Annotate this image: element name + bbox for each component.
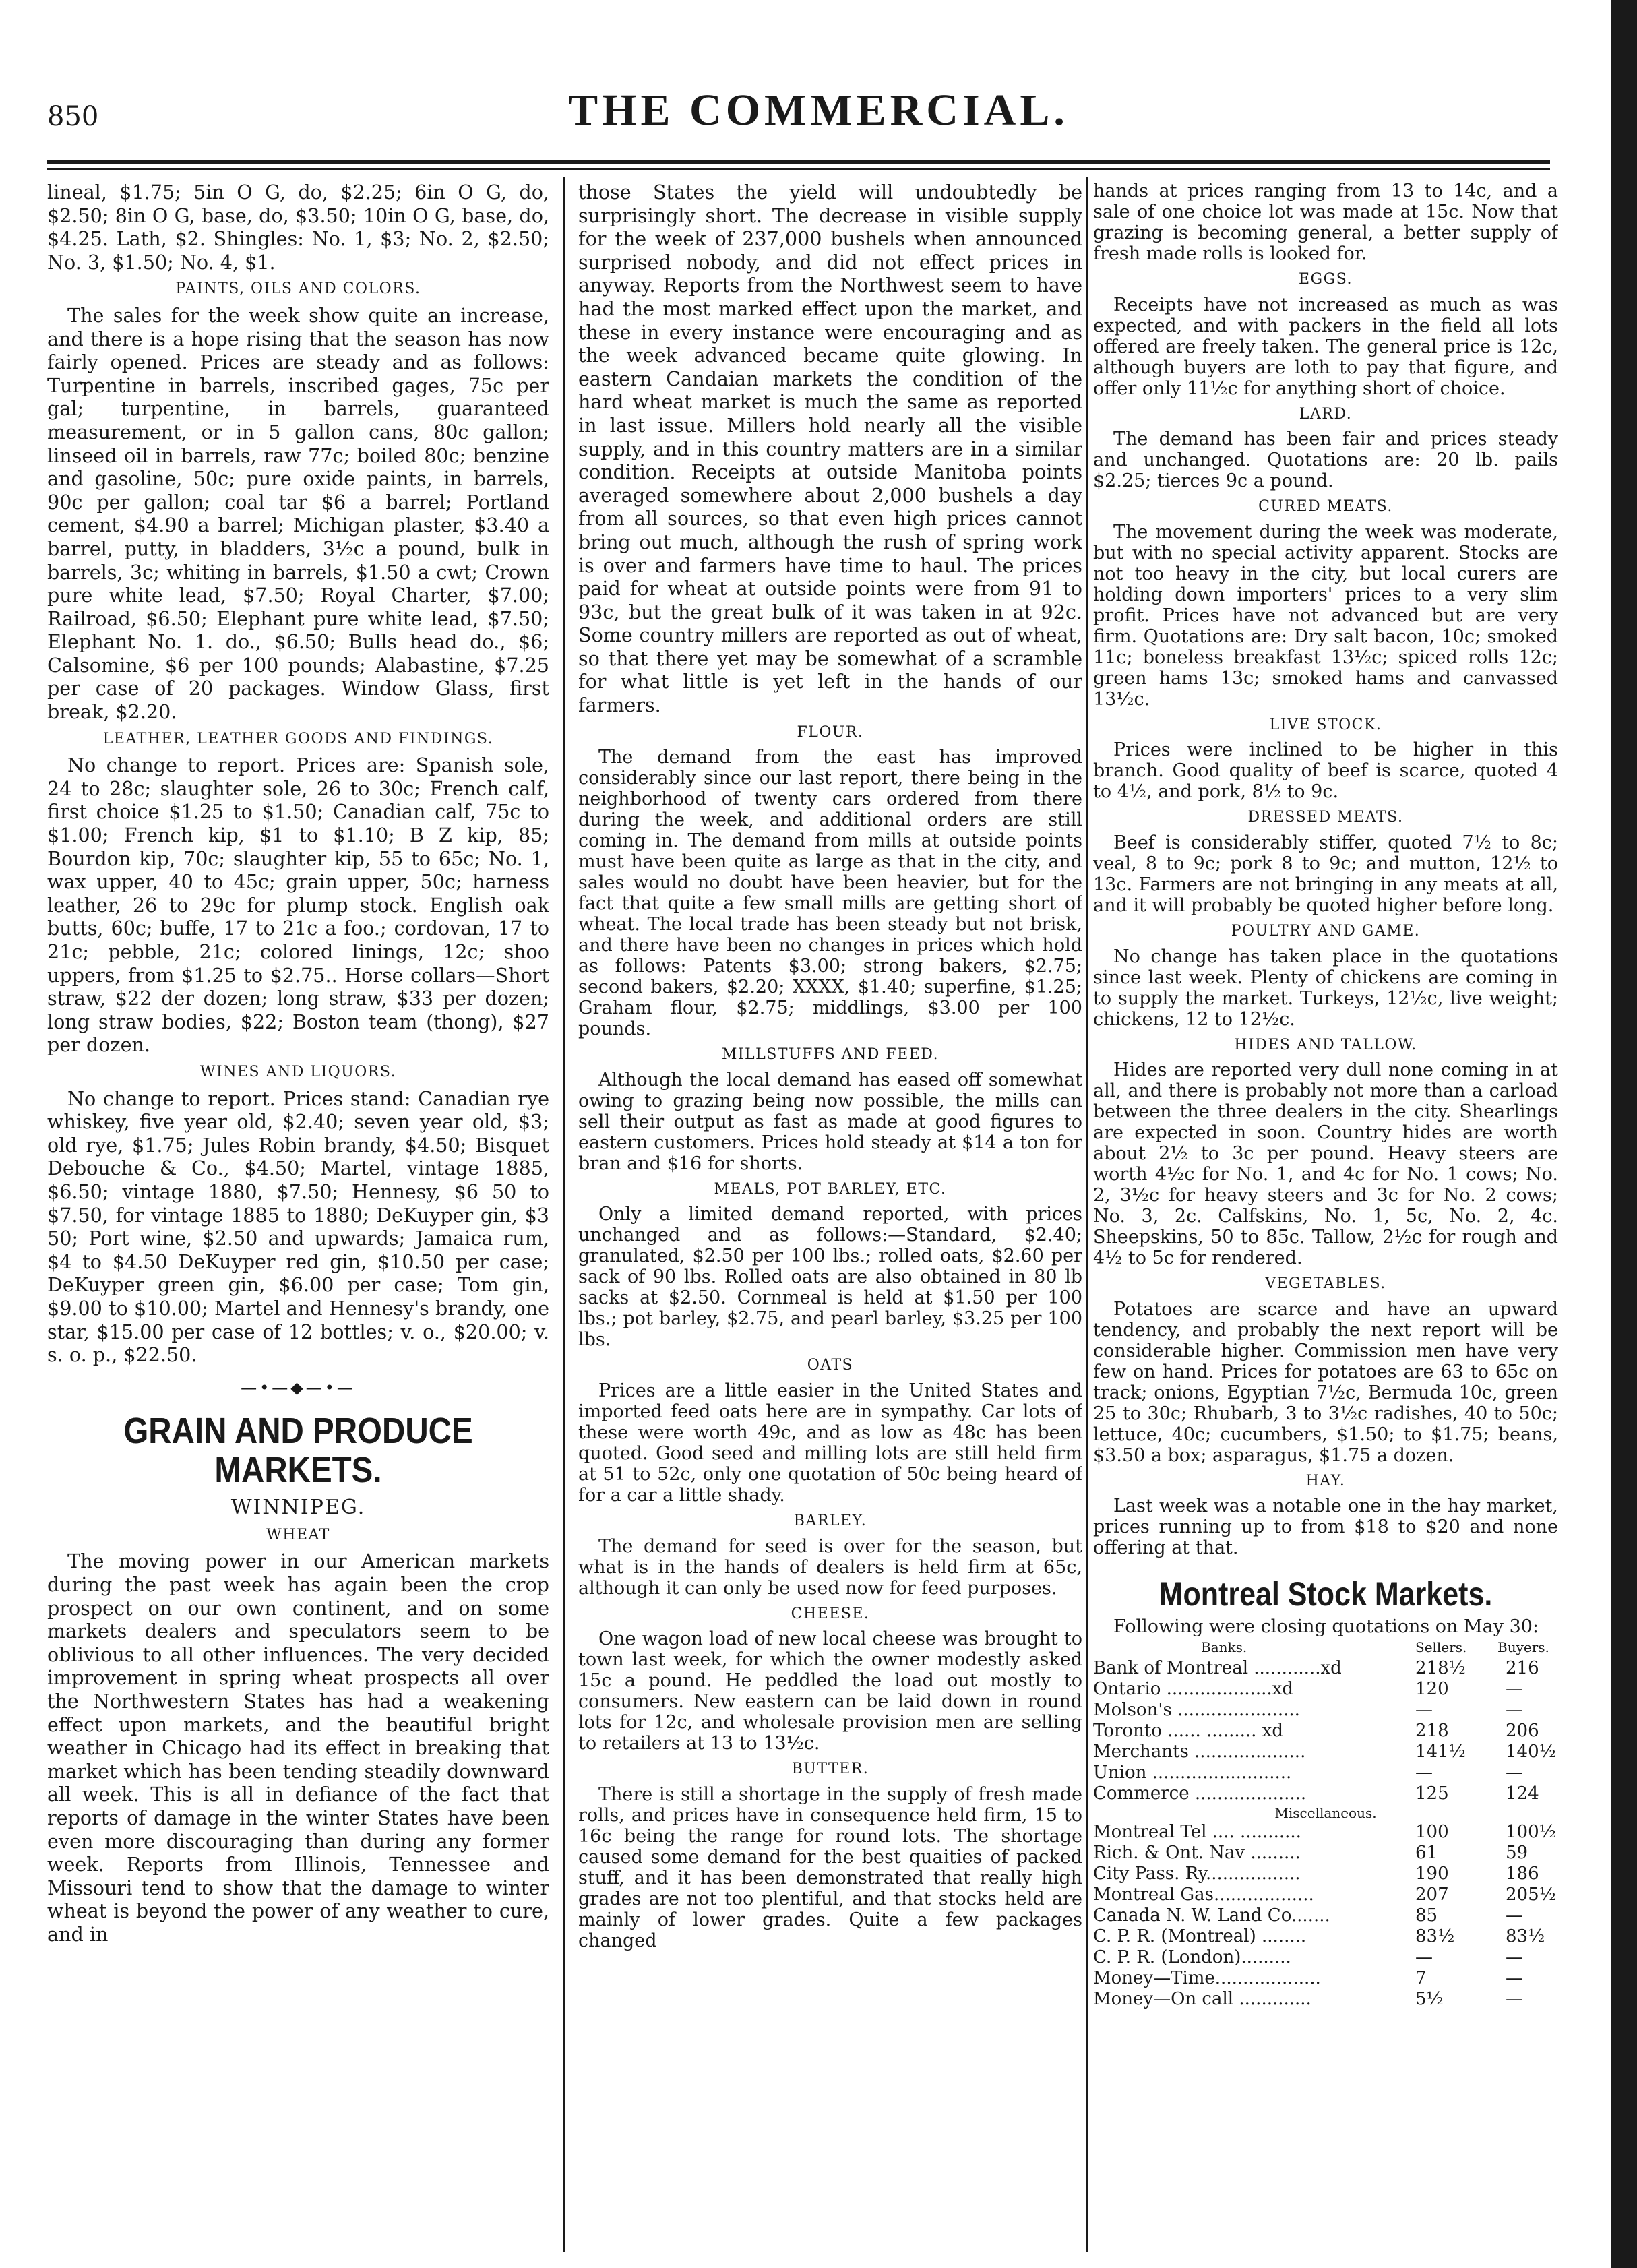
heading-live-stock: LIVE STOCK. (1269, 716, 1382, 733)
heading-paints-oils-colors: PAINTS, OILS AND COLORS. (175, 280, 421, 298)
buyers-quote: 206 (1506, 1721, 1539, 1742)
stock-name: C. P. R. (London)......... (1093, 1947, 1291, 1968)
stock-table-banks (1093, 1658, 1558, 1804)
masthead-title: THE COMMERCIAL. (568, 86, 1069, 135)
stock-markets-title: Montreal Stock Markets. (1159, 1575, 1493, 1614)
column-divider-1 (563, 177, 565, 2252)
heading-eggs: EGGS. (1299, 271, 1353, 288)
butter-continued-paragraph: hands at prices ranging from 13 to 14c, and a sale of one choice lot was made at 15c. Now that grazing is becoming general, a better supply of fresh made rolls is looked for. (1093, 181, 1558, 264)
buyers-quote: 100½ (1506, 1822, 1556, 1843)
hides-paragraph: Hides are reported very dull none coming in at all, and there is probably not more than a carload between the three dealers in the city. Shearlings are expected in soon. Country hides are worth about 2½ to 3c per pound. Heavy steers are worth 4½c for No. 1, and 4c for No. 1 cows; No. 2, 3½c for heavy steers and 3c for No. 2 cows; No. 3, 2c. Calfskins, No. 1, 5c, No. 2, 4c. Sheepskins, 50 to 85c. Tallow, 2½c for rough and 4½ to 5c for rendered. (1093, 1060, 1558, 1269)
header-rule-thick (47, 160, 1550, 164)
column-2 (578, 181, 1082, 2257)
header-banks: Banks. (1201, 1639, 1247, 1656)
poultry-paragraph: No change has taken place in the quotations since last week. Plenty of chickens are coming in to supply the market. Turkeys, 12½c, live weight; chickens, 12 to 12½c. (1093, 946, 1558, 1030)
heading-leather-goods: LEATHER, LEATHER GOODS AND FINDINGS. (102, 730, 494, 747)
column-divider-2 (1086, 177, 1088, 2252)
heading-butter: BUTTER. (791, 1760, 869, 1778)
heading-millstuffs: MILLSTUFFS AND FEED. (721, 1046, 939, 1064)
wheat-paragraph: The moving power in our American markets during the past week has again been the crop prospect on our own continent, and on some markets dealers and speculators seem to be oblivious to all other influences. The very decided improvement in spring wheat prospects all over the Northwestern States has had a weakening effect upon markets, and the beautiful bright weather in Chicago had its effect in breaking that market which has been tending steadily downward all week. This is all in defiance of the fact that reports of damage in the winter States have been even more discouraging than during any former week. Reports from Illinois, Tennessee and Missouri tend to show that the damage to winter wheat is beyond the power of any weather to cure, and in (47, 1550, 549, 1946)
stock-name: Merchants .................... (1093, 1742, 1306, 1763)
table-row (1093, 1926, 1558, 1947)
heading-wheat: WHEAT (266, 1526, 330, 1543)
table-row (1093, 1783, 1558, 1804)
buyers-quote: 205½ (1506, 1884, 1556, 1905)
cured-meats-paragraph: The movement during the week was moderate, but with no special activity apparent. Stocks are not too heavy in the city, but local curers are holding down importers' prices to a very slim profit. Prices have not advanced but are very firm. Quotations are: Dry salt bacon, 10c; smoked 11c; boneless breakfast 13½c; spiced rolls 12c; green hams 13c; smoked hams and canvassed 13½c. (1093, 521, 1558, 710)
sellers-quote: — (1415, 1763, 1433, 1783)
header-buyers: Buyers. (1497, 1639, 1549, 1656)
buyers-quote: — (1506, 1763, 1523, 1783)
buyers-quote: 83½ (1506, 1926, 1545, 1947)
leather-paragraph: No change to report. Prices are: Spanish sole, 24 to 28c; slaughter sole, 26 to 30c; French calf, first choice $1.25 to $1.50; Canadian calf, 75c to $1.00; French kip, $1 to $1.10; B Z kip, 85; Bourdon kip, 70c; slaughter kip, 55 to 65c; No. 1, wax upper, 40 to 45c; grain upper, 50c; harness leather, 26 to 29c for plump stock. English oak butts, 60c; buffe, 17 to 21c a foo.; cordovan, 17 to 21c; pebble, 21c; colored linings, 12c; shoo uppers, from $1.25 to $2.75.. Horse collars—Short straw, $22 der dozen; long straw, $33 per dozen; long straw bodies, $22; Boston team (thong), $27 per dozen. (47, 754, 549, 1057)
buyers-quote: — (1506, 1968, 1523, 1989)
table-row (1093, 1700, 1558, 1721)
heading-meals-pot-barley: MEALS, POT BARLEY, ETC. (714, 1180, 947, 1198)
sellers-quote: 61 (1415, 1843, 1438, 1864)
stock-name: Molson's ...................... (1093, 1700, 1300, 1721)
heading-barley: BARLEY. (793, 1512, 867, 1530)
sellers-quote: — (1415, 1700, 1433, 1721)
buyers-quote: — (1506, 1679, 1523, 1700)
sellers-quote: 7 (1415, 1968, 1427, 1989)
ornament-divider: —•—◆—•— (241, 1378, 356, 1397)
stock-name: Montreal Tel .... ........... (1093, 1822, 1301, 1843)
table-row (1093, 1989, 1558, 2010)
buyers-quote: — (1506, 1905, 1523, 1926)
table-row (1093, 1763, 1558, 1783)
stock-name: Rich. & Ont. Nav ......... (1093, 1843, 1301, 1864)
live-stock-paragraph: Prices were inclined to be higher in this branch. Good quality of beef is scarce, quoted 4 to 4½, and pork, 8½ to 9c. (1093, 739, 1558, 803)
stock-name: Money—Time................... (1093, 1968, 1321, 1989)
table-row (1093, 1905, 1558, 1926)
buyers-quote: — (1506, 1989, 1523, 2010)
cheese-paragraph: One wagon load of new local cheese was brought to town last week, for which the owner modestly asked 15c a pound. He peddled the load out mostly to consumers. New eastern can be laid down in round lots for 12c, and wholesale provision men are selling to retailers at 13 to 13½c. (578, 1628, 1082, 1754)
stock-name: Ontario ...................xd (1093, 1679, 1294, 1700)
oats-paragraph: Prices are a little easier in the United States and imported feed oats here are in sympathy. Car lots of these were worth 49c, and as low as 48c has been quoted. Good seed and milling lots are still held firm at 51 to 52c, only one quotation of 50c being heard of for a car a little shady. (578, 1380, 1082, 1506)
heading-wines-liquors: WINES AND LIQUORS. (199, 1063, 397, 1080)
sellers-quote: 125 (1415, 1783, 1449, 1804)
page-edge-shadow (1611, 0, 1637, 2268)
lumber-prices-paragraph: lineal, $1.75; 5in O G, do, $2.25; 6in O G, do, $2.50; 8in O G, base, do, $3.50; 10in O G, base, do, $4.25. Lath, $2. Shingles: No. 1, $3; No. 2, $2.50; No. 3, $1.50; No. 4, $1. (47, 181, 549, 274)
heading-vegetables: VEGETABLES. (1265, 1275, 1386, 1293)
table-row (1093, 1742, 1558, 1763)
subtitle-winnipeg: WINNIPEG. (230, 1496, 366, 1520)
butter-paragraph: There is still a shortage in the supply of fresh made rolls, and prices have in consequence held firm, 15 to 16c being the range for round lots. The shortage caused some demand for the best quaities of packed stuff, and it has been demonstrated that really high grades are not too plentiful, and that stocks held are mainly of lower grades. Quite a few packages changed (578, 1783, 1082, 1951)
sellers-quote: 100 (1415, 1822, 1449, 1843)
hay-paragraph: Last week was a notable one in the hay market, prices running up to from $18 to $20 and none offering at that. (1093, 1496, 1558, 1559)
paints-paragraph: The sales for the week show quite an increase, and there is a hope rising that the season has now fairly opened. Prices are steady and as follows: Turpentine in barrels, inscribed gages, 75c per gal; turpentine, in barrels, guaranteed measurement, or in 5 gallon cans, 80c gallon; linseed oil in barrels, raw 77c; boiled 80c; benzine and gasoline, 50c; pure oxide paints, in barrels, 90c per gallon; coal tar $6 a barrel; Portland cement, $4.90 a barrel; Michigan plaster, $3.40 a barrel, putty, in bladders, 3½c a pound, bulk in barrels, 3c; whiting in barrels, $1.50 a cwt; Crown pure white lead, $7.50; Royal Charter, $7.00; Railroad, $6.50; Elephant pure white lead, $7.50; Elephant No. 1. do., $6.50; Bulls head do., $6; Calsomine, $6 per 100 pounds; Alabastine, $7.25 per case of 20 packages. Window Glass, first break, $2.20. (47, 303, 549, 724)
table-row (1093, 1679, 1558, 1700)
lard-paragraph: The demand has been fair and prices steady and unchanged. Quotations are: 20 lb. pails $2.25; tierces 9c a pound. (1093, 429, 1558, 492)
sellers-quote: 120 (1415, 1679, 1449, 1700)
sellers-quote: 5½ (1415, 1989, 1444, 2010)
sellers-quote: — (1415, 1947, 1433, 1968)
stock-table-header (1093, 1637, 1558, 1658)
buyers-quote: — (1506, 1700, 1523, 1721)
flour-paragraph: The demand from the east has improved considerably since our last report, there being in the neighborhood of twenty cars ordered from there during the week, and additional orders are still coming in. The demand from mills at outside points must have been quite as large as that in the city, and sales would no doubt have been heavier, but for the fact that quite a few small mills are getting short of wheat. The local trade has been steady but not brisk, and there have been no changes in prices which hold as follows: Patents $3.00; strong bakers, $2.75; second bakers, $2.20; XXXX, $1.40; superfine, $1.25; Graham flour, $2.75; middlings, $3.00 per 100 pounds. (578, 747, 1082, 1040)
dressed-meats-paragraph: Beef is considerably stiffer, quoted 7½ to 8c; veal, 8 to 9c; pork 8 to 9c; and mutton, 12½ to 13c. Farmers are not bringing in any meats at all, and it will probably be quoted higher before long. (1093, 832, 1558, 916)
stock-name: City Pass. Ry................. (1093, 1864, 1301, 1884)
stock-name: Montreal Gas.................. (1093, 1884, 1314, 1905)
table-row (1093, 1721, 1558, 1742)
stock-name: C. P. R. (Montreal) ........ (1093, 1926, 1307, 1947)
sellers-quote: 190 (1415, 1864, 1449, 1884)
table-row (1093, 1864, 1558, 1884)
heading-hides-tallow: HIDES AND TALLOW. (1234, 1036, 1417, 1053)
barley-paragraph: The demand for seed is over for the season, but what is in the hands of dealers is held firm at 65c, although it can only be used now for feed purposes. (578, 1535, 1082, 1599)
heading-hay: HAY. (1305, 1472, 1346, 1490)
stock-name: Bank of Montreal ............xd (1093, 1658, 1342, 1679)
heading-cheese: CHEESE. (791, 1605, 870, 1622)
stock-name: Canada N. W. Land Co....... (1093, 1905, 1330, 1926)
meals-paragraph: Only a limited demand reported, with prices unchanged and as follows:—Standard, $2.40; granulated, $2.50 per 100 lbs.; rolled oats, $2.60 per sack of 90 lbs. Rolled oats are also obtained in 80 lb sacks at $2.50. Cornmeal is held at $1.50 per 100 lbs.; pot barley, $2.75, and pearl barley, $3.25 per 100 lbs. (578, 1204, 1082, 1351)
sellers-quote: 207 (1415, 1884, 1449, 1905)
heading-oats: OATS (807, 1357, 854, 1374)
header-rule-thin (47, 168, 1550, 170)
heading-cured-meats: CURED MEATS. (1258, 498, 1393, 516)
sellers-quote: 141½ (1415, 1742, 1466, 1763)
buyers-quote: 124 (1506, 1783, 1539, 1804)
table-row (1093, 1843, 1558, 1864)
sellers-quote: 83½ (1415, 1926, 1455, 1947)
stock-name: Union ......................... (1093, 1763, 1292, 1783)
heading-dressed-meats: DRESSED MEATS. (1247, 809, 1404, 826)
column-1 (47, 181, 549, 2257)
wheat-continued-paragraph: those States the yield will undoubtedly be surprisingly short. The decrease in visible supply for the week of 237,000 bushels when announced surprised nobody, and did not effect prices in anyway. Reports from the Northwest seem to have had the most marked effect upon the market, and these in every instance were encouraging and as the week advanced became quite glowing. In eastern Candaian markets the condition of the hard wheat market is much the same as reported in last issue. Millers hold nearly all the visible supply, and in this country matters are in a similar condition. Receipts at outside Manitoba points averaged somewhere about 2,000 bushels a day from all sources, so that even high prices cannot bring out much, although the rush of spring work is over and farmers have time to haul. The prices paid for wheat at outside points were from 91 to 93c, but the great bulk of it was taken in at 92c. Some country millers are reported as out of wheat, so that there yet may be somewhat of a scramble for what little is yet left in the hands of our farmers. (578, 181, 1082, 717)
table-row (1093, 1658, 1558, 1679)
buyers-quote: 216 (1506, 1658, 1539, 1679)
stock-intro: Following were closing quotations on May 30: (1113, 1616, 1539, 1638)
stock-name: Money—On call ............. (1093, 1989, 1311, 2010)
heading-poultry-game: POULTRY AND GAME. (1231, 922, 1421, 940)
table-row (1093, 1884, 1558, 1905)
heading-lard: LARD. (1299, 405, 1353, 423)
stock-name: Commerce .................... (1093, 1783, 1307, 1804)
buyers-quote: 59 (1506, 1843, 1528, 1864)
sellers-quote: 218½ (1415, 1658, 1466, 1679)
buyers-quote: — (1506, 1947, 1523, 1968)
eggs-paragraph: Receipts have not increased as much as was expected, and with packers in the field all lots offered are freely taken. The general price is 12c, although buyers are loth to pay that figure, and offer only 11½c for anything short of choice. (1093, 294, 1558, 399)
sellers-quote: 85 (1415, 1905, 1438, 1926)
table-row (1093, 1947, 1558, 1968)
table-row (1093, 1968, 1558, 1989)
wines-paragraph: No change to report. Prices stand: Canadian rye whiskey, five year old, $2.40; seven year old, $3; old rye, $1.75; Jules Robin brandy, $4.50; Bisquet Debouche & Co., $4.50; Martel, vintage 1885, $6.50; vintage 1880, $7.50; Hennesy, $6 50 to $7.50, for vintage 1885 to 1880; DeKuyper gin, $3 50; Port wine, $2.50 and upwards; Jamaica rum, $4 to $4.50 DeKuyper red gin, $10.50 per case; DeKuyper green gin, $6.00 per case; Tom gin, $9.00 to $10.00; Martel and Hennesy's brandy, one star, $15.00 per case of 12 bottles; v. o., $20.00; v. s. o. p., $22.50. (47, 1086, 549, 1367)
vegetables-paragraph: Potatoes are scarce and have an upward tendency, and probably the next report will be considerable higher. Commission men have very few on hand. Prices for potatoes are 63 to 65c on track; onions, Egyptian 7½c, Bermuda 10c, green 25 to 30c; Rhubarb, 3 to 3½c radishes, 40 to 50c; lettuce, 40c; cucumbers, $1.50; to $1.75; beans, $3.50 a box; asparagus, $1.75 a dozen. (1093, 1298, 1558, 1466)
misc-label: Miscellaneous. (1274, 1805, 1377, 1822)
sellers-quote: 218 (1415, 1721, 1449, 1742)
section-title-grain-produce: GRAIN AND PRODUCE MARKETS. (123, 1411, 473, 1491)
table-row (1093, 1822, 1558, 1843)
column-3 (1093, 181, 1558, 2257)
page-number: 850 (47, 101, 99, 132)
buyers-quote: 186 (1506, 1864, 1539, 1884)
stock-name: Toronto ...... ......... xd (1093, 1721, 1283, 1742)
header-sellers: Sellers. (1415, 1639, 1467, 1656)
millstuffs-paragraph: Although the local demand has eased off somewhat owing to grazing being now possible, the mills can sell their output as fast as made at good figures to eastern customers. Prices hold steady at $14 a ton for bran and $16 for shorts. (578, 1069, 1082, 1174)
stock-table-misc (1093, 1822, 1558, 2010)
buyers-quote: 140½ (1506, 1742, 1556, 1763)
heading-flour: FLOUR. (797, 723, 864, 741)
